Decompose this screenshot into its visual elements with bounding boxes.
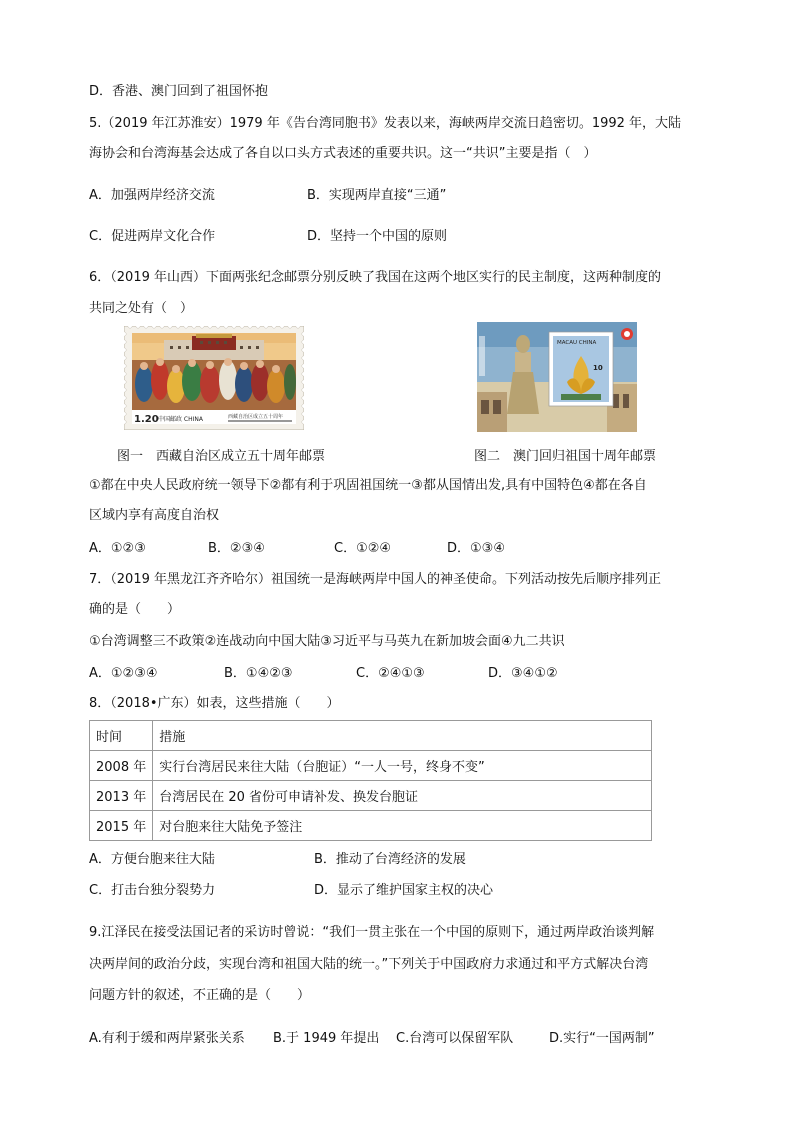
q6-option-d: D．①③④	[447, 541, 505, 556]
macau-stamp-face-value: 10	[593, 364, 603, 372]
q6-option-b: B．②③④	[208, 541, 265, 556]
table-row	[90, 811, 652, 841]
q9-stem-line1: 9.江泽民在接受法国记者的采访时曾说：“我们一贯主张在一个中国的原则下，通过两岸政治谈判解	[89, 925, 655, 940]
q7-stem-line2: 确的是（ ）	[89, 602, 181, 617]
figure1-caption: 图一 西藏自治区成立五十周年邮票	[117, 449, 326, 464]
table-cell: 台湾居民在 20 省份可申请补发、换发台胞证	[153, 781, 652, 811]
q7-statements: ①台湾调整三不政策②连战动向中国大陆③习近平与马英九在新加坡会面④九二共识	[89, 634, 565, 649]
table-row	[90, 781, 652, 811]
q6-option-a: A．①②③	[89, 541, 146, 556]
q6-statements-line2: 区域内享有高度自治权	[89, 508, 220, 523]
table-header-cell: 措施	[153, 721, 652, 751]
q9-stem-line3: 问题方针的叙述，不正确的是（ ）	[89, 988, 311, 1003]
tibet-stamp-face-value: 1.20	[134, 414, 159, 425]
q6-option-c: C．①②④	[334, 541, 392, 556]
macau-stamp-image	[477, 322, 637, 436]
q4-option-d: D．香港、澳门回到了祖国怀抱	[89, 84, 269, 99]
q5-option-d: D．坚持一个中国的原则	[307, 229, 448, 244]
table-cell: 2008 年	[90, 751, 153, 781]
figure2-caption: 图二 澳门回归祖国十周年邮票	[474, 449, 657, 464]
q6-stem-line2: 共同之处有（ ）	[89, 301, 194, 316]
q8-option-a: A．方便台胞来往大陆	[89, 852, 215, 867]
q8-option-b: B．推动了台湾经济的发展	[314, 852, 466, 867]
table-cell: 2013 年	[90, 781, 153, 811]
q5-option-c: C．促进两岸文化合作	[89, 229, 216, 244]
q5-option-b: B．实现两岸直接“三通”	[307, 188, 447, 203]
q7-stem-line1: 7．（2019 年黑龙江齐齐哈尔）祖国统一是海峡两岸中国人的神圣使命。下列活动按先后顺序排列正	[89, 572, 661, 587]
table-cell: 对台胞来往大陆免予签注	[153, 811, 652, 841]
q6-statements-line1: ①都在中央人民政府统一领导下②都有利于巩固祖国统一③都从国情出发,具有中国特色④都在各自	[89, 478, 647, 493]
q9-option-a: A.有利于缓和两岸紧张关系	[89, 1031, 245, 1046]
table-row	[90, 751, 652, 781]
q7-option-d: D．③④①②	[488, 666, 558, 681]
table-cell: 实行台湾居民来往大陆（台胞证）“一人一号，终身不变”	[153, 751, 652, 781]
macau-stamp-country: MACAU CHINA	[557, 340, 597, 346]
q9-option-d: D.实行“一国两制”	[549, 1031, 655, 1046]
table-cell: 2015 年	[90, 811, 153, 841]
q8-option-d: D．显示了维护国家主权的决心	[314, 883, 494, 898]
q5-stem-line1: 5.（2019 年江苏淮安）1979 年《告台湾同胞书》发表以来，海峡两岸交流日趋密切。1992 年，大陆	[89, 116, 682, 131]
table-header-row	[90, 721, 652, 751]
q9-stem-line2: 决两岸间的政治分歧，实现台湾和祖国大陆的统一。”下列关于中国政府力求通过和平方式解决台湾	[89, 957, 649, 972]
tibet-stamp-subtitle: 西藏自治区成立五十周年	[228, 414, 284, 420]
q8-stem: 8．（2018•广东）如表，这些措施（ ）	[89, 696, 340, 711]
tibet-stamp-image	[124, 326, 304, 434]
q8-option-c: C．打击台独分裂势力	[89, 883, 216, 898]
tibet-stamp-country: 中国邮政 CHINA	[158, 416, 203, 423]
q6-stem-line1: 6．（2019 年山西）下面两张纪念邮票分别反映了我国在这两个地区实行的民主制度，这两种制度的	[89, 270, 661, 285]
q8-measures-table	[89, 720, 652, 841]
q5-option-a: A．加强两岸经济交流	[89, 188, 215, 203]
q7-option-c: C．②④①③	[356, 666, 425, 681]
q5-stem-line2: 海协会和台湾海基会达成了各自以口头方式表述的重要共识。这一“共识”主要是指（ ）	[89, 146, 597, 161]
table-header-cell: 时间	[90, 721, 153, 751]
q7-option-b: B．①④②③	[224, 666, 293, 681]
q9-option-b: B.于 1949 年提出	[273, 1031, 380, 1046]
q7-option-a: A．①②③④	[89, 666, 158, 681]
q9-option-c: C.台湾可以保留军队	[396, 1031, 514, 1046]
